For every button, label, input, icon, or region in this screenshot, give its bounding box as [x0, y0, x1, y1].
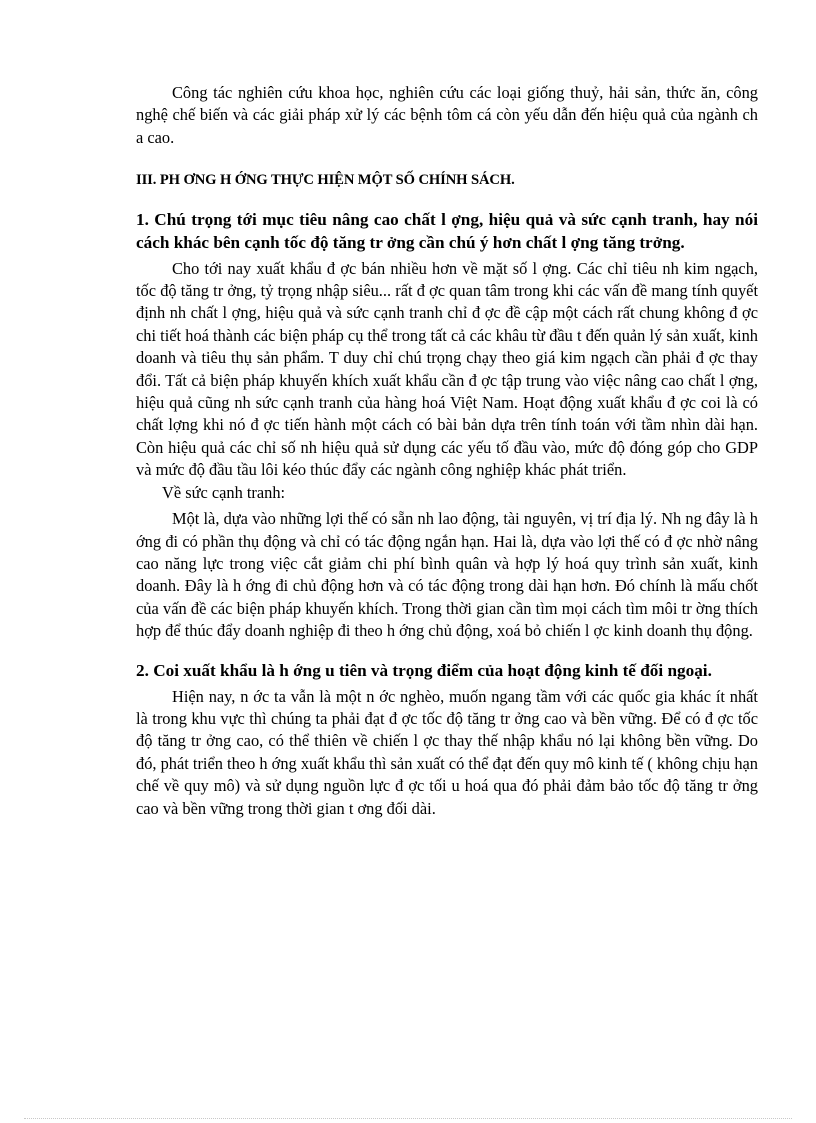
paragraph-export-priority: Hiện nay, n ớc ta vẫn là một n ớc nghèo, muốn ngang tầm với các quốc gia khác ít nhất là trong khu vực thì chúng ta phải đạt đ ợc tốc độ tăng tr ởng cao và bền vững. Để có đ ợc tốc độ tăng tr ởng cao, có thể thiên về chiến l ợc thay thế nhập khẩu nó lại không bền vững. Do đó, phát triển theo h ớng xuất khẩu thì sản xuất có thể đạt đến quy mô kinh tế ( không chịu hạn chế về quy mô) và sử dụng nguồn lực đ ợc tối u hoá qua đó phải đảm bảo tốc độ tăng tr ởng cao và bền vững trong thời gian t ơng đối dài. [136, 686, 758, 818]
paragraph-export-quality: Cho tới nay xuất khẩu đ ợc bán nhiều hơn về mặt số l ợng. Các chỉ tiêu nh kim ngạch, tốc độ tăng tr ởng, tỷ trọng nhập siêu... rất đ ợc quan tâm trong khi các vấn đề mang tính quyết định nh chất l ợng, hiệu quả và sức cạnh tranh chỉ đ ợc đề cập một cách rất chung không đ ợc chi tiết hoá thành các biện pháp cụ thể trong tất cả các khâu từ đầu t đến quản lý sản xuất, kinh doanh và tiêu thụ sản phẩm. T duy chỉ chú trọng chạy theo giá kim ngạch cần phải đ ợc thay đổi. Tất cả biện pháp khuyến khích xuất khẩu cần đ ợc tập trung vào việc nâng cao chất l ợng, hiệu quả cũng nh sức cạnh tranh của hàng hoá Việt Nam. Hoạt động xuất khẩu đ ợc coi là có chất lợng khi nó đ ợc tiến hành một cách có bài bản dựa trên tính toán với tầm nhìn dài hạn. Còn hiệu quả các chỉ số nh hiệu quả sử dụng các yếu tố đầu vào, mức độ đóng góp cho GDP và mức độ đầu tầu lôi kéo thúc đẩy các ngành công nghiệp khác phát triển. [136, 258, 758, 480]
heading-export-priority: 2. Coi xuất khẩu là h ớng u tiên và trọng điểm của hoạt động kinh tế đối ngoại. [136, 660, 712, 680]
section-heading: III. PH ƠNG H ỚNG THỰC HIỆN MỘT SỐ CHÍNH SÁCH. [136, 172, 515, 189]
paragraph-competitiveness-label: Về sức cạnh tranh: [162, 482, 286, 502]
paragraph-competitiveness: Một là, dựa vào những lợi thế có sẵn nh lao động, tài nguyên, vị trí địa lý. Nh ng đây là h ớng đi có phần thụ động và chỉ có tác động ngắn hạn. Hai là, dựa vào lợi thế có đ ợc nhờ nâng cao năng lực trong việc cắt giảm chi phí bình quân và hợp lý hoá quy trình sản xuất, kinh doanh. Đây là h ớng đi chủ động hơn và có tác động trong dài hạn hơn. Đó chính là mấu chốt của vấn đề các biện pháp khuyến khích. Trong thời gian cần tìm mọi cách tìm môi tr ờng thích hợp để thúc đẩy doanh nghiệp đi theo h ớng chủ động, xoá bỏ chiến l ợc kinh doanh thụ động. [136, 509, 758, 641]
document-page [136, 82, 758, 820]
page-bottom-divider [24, 1118, 792, 1119]
heading-quality-focus: 1. Chú trọng tới mục tiêu nâng cao chất l ợng, hiệu quả và sức cạnh tranh, hay nói cách khác bên cạnh tốc độ tăng tr ởng cần chú ý hơn chất l ợng tăng trởng. [136, 209, 758, 252]
paragraph-research: Công tác nghiên cứu khoa học, nghiên cứu các loại giống thuỷ, hải sản, thức ăn, công nghệ chế biến và các giải pháp xử lý các bệnh tôm cá còn yếu dẫn đến hiệu quả của ngành ch a cao. [136, 83, 758, 147]
